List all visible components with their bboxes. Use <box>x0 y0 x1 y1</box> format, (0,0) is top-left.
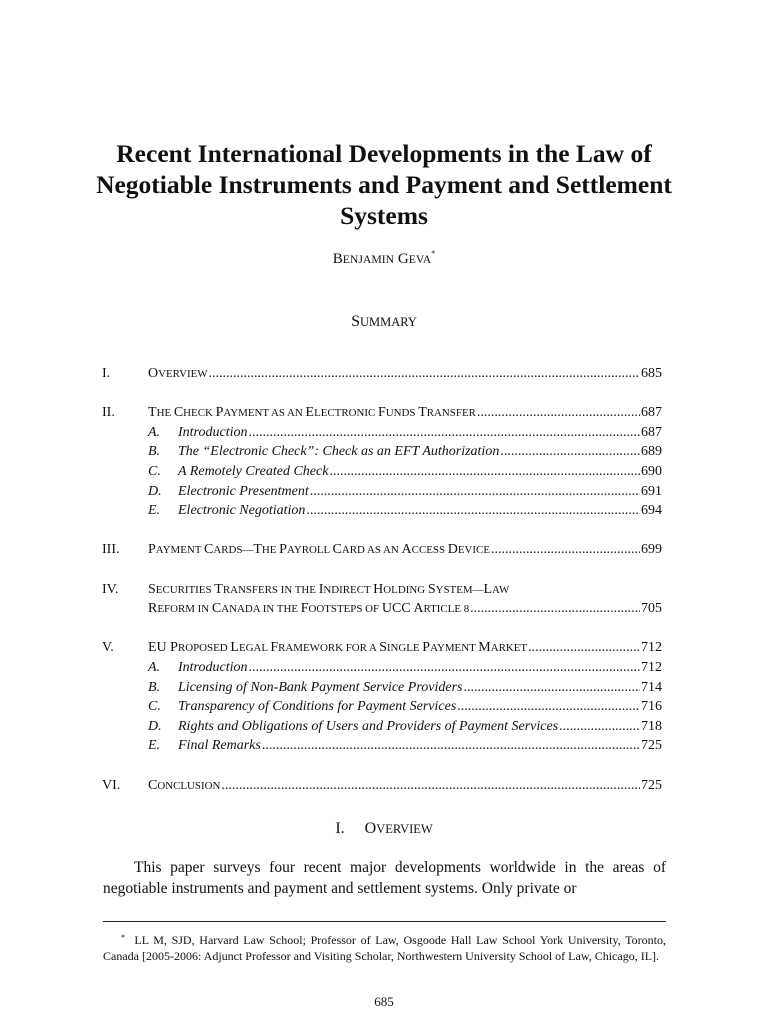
toc-section-number: III. <box>102 542 120 558</box>
toc-subsection-title: A Remotely Created Check <box>178 464 329 479</box>
toc-subsection-entry <box>102 660 662 680</box>
toc-page-number: 687 <box>641 405 662 421</box>
toc-section-title: PAYMENT CARDS—THE PAYROLL CARD AS AN ACCESS DEVICE <box>148 542 490 558</box>
toc-subsection-title: Introduction <box>178 660 248 675</box>
toc-section-entry <box>102 601 662 621</box>
summary-heading: SUMMARY <box>351 313 417 330</box>
toc-page-number: 689 <box>641 444 662 460</box>
toc-section-title: OVERVIEW <box>148 366 208 381</box>
toc-section-title: REFORM IN CANADA IN THE FOOTSTEPS OF UCC ARTICLE 8 <box>148 601 470 617</box>
toc-subsection-entry <box>102 484 662 504</box>
toc-page-number: 685 <box>641 366 662 381</box>
toc-subsection-title: Transparency of Conditions for Payment Services <box>178 699 457 715</box>
toc-page-number: 716 <box>641 699 662 715</box>
toc-page-number: 712 <box>641 640 662 656</box>
toc-section-title: EU PROPOSED LEGAL FRAMEWORK FOR A SINGLE PAYMENT MARKET <box>148 640 528 656</box>
toc-dot-leader <box>310 484 640 500</box>
toc-dot-leader <box>306 503 640 519</box>
toc-section-title: CONCLUSION <box>148 777 221 793</box>
toc-subsection-letter: B. <box>148 679 161 695</box>
toc-subsection-title: The “Electronic Check”: Check as an EFT Authorization <box>178 444 500 460</box>
toc-page-number: 687 <box>641 424 662 440</box>
toc-dot-leader <box>500 444 640 460</box>
page-number: 685 <box>374 994 394 1009</box>
toc-subsection-letter: C. <box>148 699 161 715</box>
toc-page-number: 690 <box>641 464 662 479</box>
toc-page-number: 718 <box>641 718 662 734</box>
toc-subsection-title: Electronic Presentment <box>178 483 309 499</box>
toc-subsection-letter: E. <box>148 503 161 519</box>
toc-section-number: V. <box>102 640 114 656</box>
toc-subsection-letter: A. <box>148 660 161 675</box>
toc-subsection-entry <box>102 738 662 758</box>
toc-page-number: 705 <box>641 601 662 617</box>
toc-dot-leader <box>457 699 640 715</box>
toc-section-line: IV. SECURITIES TRANSFERS IN THE INDIRECT HOLDING SYSTEM—LAW <box>102 581 510 597</box>
author-name: BENJAMIN GEVA* <box>332 249 436 267</box>
toc-subsection-entry <box>102 719 662 739</box>
toc-dot-leader <box>470 601 640 617</box>
toc-section-number: VI. <box>102 777 121 793</box>
toc-subsection-entry <box>102 444 662 464</box>
toc-page-number: 714 <box>641 679 662 695</box>
article-title: Recent International Developments in the Law of Negotiable Instruments and Payment and Settlement Systems <box>96 139 672 230</box>
toc-dot-leader <box>528 640 640 656</box>
toc-dot-leader <box>248 660 640 676</box>
toc-subsection-letter: B. <box>148 444 161 460</box>
toc-page-number: 712 <box>641 660 662 675</box>
toc-section-entry <box>102 405 662 425</box>
toc-subsection-title: Final Remarks <box>178 738 261 754</box>
toc-subsection-letter: D. <box>148 718 162 734</box>
toc-subsection-letter: A. <box>148 424 161 440</box>
section-heading: I. OVERVIEW <box>335 820 433 837</box>
toc-dot-leader <box>477 405 640 421</box>
toc-subsection-entry <box>102 464 662 484</box>
footnote-divider <box>103 921 666 922</box>
toc-subsection-title: Introduction <box>178 424 248 440</box>
toc-subsection-entry <box>102 699 662 719</box>
toc-section-entry <box>102 640 662 660</box>
toc-dot-leader <box>248 425 640 441</box>
footnote: * LL M, SJD, Harvard Law School; Professor of Law, Osgoode Hall Law School York University, Toronto, Canada [2005-2006: Adjunct Professor and Visiting Scholar, Northwestern University School of Law, Chicago, IL]. <box>103 933 667 963</box>
toc-section-number: IV. <box>102 581 119 597</box>
toc-subsection-letter: E. <box>148 738 161 754</box>
toc-subsection-entry <box>102 503 662 523</box>
author-footnote-mark: * <box>431 249 436 258</box>
toc-dot-leader <box>209 366 640 382</box>
toc-section-title: THE CHECK PAYMENT AS AN ELECTRONIC FUNDS TRANSFER <box>148 405 476 421</box>
toc-page-number: 691 <box>641 483 662 499</box>
toc-dot-leader <box>329 464 640 480</box>
toc-page-number: 725 <box>641 777 662 793</box>
toc-subsection-letter: D. <box>148 483 162 499</box>
toc-page-number: 694 <box>641 503 662 519</box>
toc-dot-leader <box>221 778 640 794</box>
toc-section-number: I. <box>102 366 111 381</box>
toc-section-entry <box>102 542 662 562</box>
toc-dot-leader <box>262 738 640 754</box>
toc-dot-leader <box>491 542 640 558</box>
body-paragraph: This paper surveys four recent major developments worldwide in the areas of negotiable instruments and payment and settlement systems. Only private or <box>103 859 666 897</box>
toc-section-entry <box>102 778 662 798</box>
toc-dot-leader <box>463 680 640 696</box>
toc-subsection-entry <box>102 680 662 700</box>
toc-page-number: 725 <box>641 738 662 754</box>
toc-dot-leader <box>559 719 640 735</box>
toc-page-number: 699 <box>641 542 662 558</box>
toc-section-entry <box>102 366 662 386</box>
toc-subsection-title: Rights and Obligations of Users and Providers of Payment Services <box>178 718 559 734</box>
toc-subsection-entry <box>102 425 662 445</box>
toc-subsection-title: Licensing of Non-Bank Payment Service Providers <box>178 679 463 695</box>
toc-subsection-letter: C. <box>148 464 161 479</box>
toc-section-number: II. <box>102 405 115 421</box>
toc-subsection-title: Electronic Negotiation <box>178 503 306 519</box>
